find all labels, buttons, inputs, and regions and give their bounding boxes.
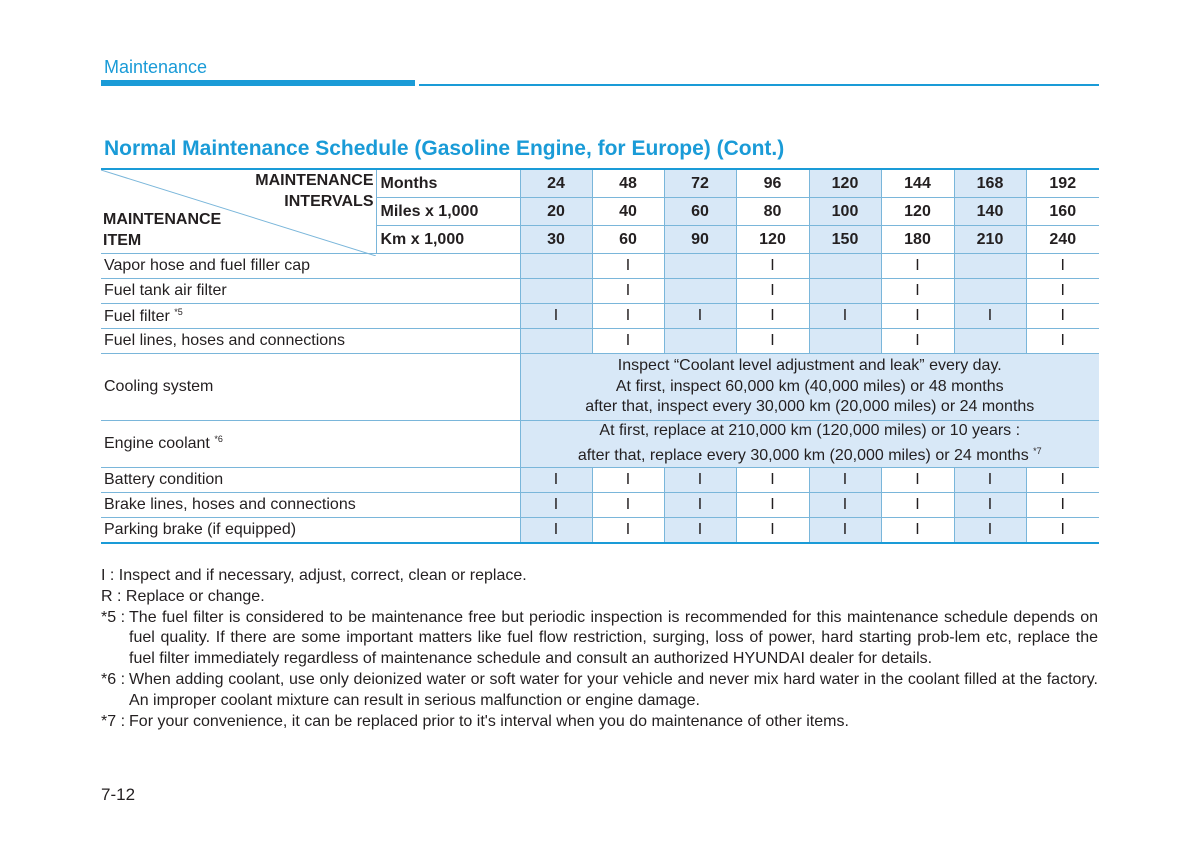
item-label: Engine coolant xyxy=(104,435,210,452)
interval-value: 192 xyxy=(1026,169,1099,198)
inspect-mark: I xyxy=(736,467,809,492)
inspect-mark: I xyxy=(881,304,954,329)
inspect-mark: I xyxy=(809,467,881,492)
item-label: Fuel tank air filter xyxy=(104,282,227,299)
section-header: Maintenance xyxy=(104,57,208,77)
inspect-mark: I xyxy=(954,517,1026,543)
item-cell xyxy=(101,329,520,354)
inspect-mark: I xyxy=(1026,329,1099,354)
inspect-mark: I xyxy=(1026,492,1099,517)
corner-item-label: MAINTENANCE ITEM xyxy=(103,211,222,249)
item-footnote-ref: *6 xyxy=(214,434,223,444)
note-line xyxy=(521,421,1100,442)
inspect-mark: I xyxy=(592,254,664,279)
inspect-mark: I xyxy=(1026,254,1099,279)
interval-unit: Months xyxy=(376,169,520,198)
interval-unit: Miles x 1,000 xyxy=(376,198,520,226)
item-cell xyxy=(101,354,520,421)
inspect-mark: I xyxy=(736,254,809,279)
inspect-mark: I xyxy=(809,517,881,543)
footnote-7-mark: *7 : xyxy=(101,712,126,730)
note-text: after that, inspect every 30,000 km (20,000 miles) or 24 months xyxy=(585,398,1035,415)
inspect-mark: I xyxy=(592,467,664,492)
item-cell xyxy=(101,304,520,329)
interval-value: 100 xyxy=(809,198,881,226)
interval-value: 40 xyxy=(592,198,664,226)
inspect-mark: I xyxy=(592,517,664,543)
note-text: after that, replace every 30,000 km (20,000 miles) or 24 months xyxy=(577,447,1029,464)
table-row xyxy=(101,254,1099,279)
interval-value: 120 xyxy=(736,226,809,254)
table-row xyxy=(101,420,1099,467)
table-row xyxy=(101,467,1099,492)
inspect-mark xyxy=(809,329,881,354)
inspect-mark: I xyxy=(736,517,809,543)
header-rule-thick xyxy=(101,80,415,86)
item-label: Cooling system xyxy=(104,377,214,395)
table-row xyxy=(101,329,1099,354)
item-label: Brake lines, hoses and connections xyxy=(104,495,356,513)
item-footnote-ref: *5 xyxy=(174,306,183,317)
legend-replace: R : Replace or change. xyxy=(101,587,265,605)
inspect-mark xyxy=(664,329,736,354)
inspect-mark: I xyxy=(664,304,736,329)
interval-value: 96 xyxy=(736,169,809,198)
item-label: Vapor hose and fuel filler cap xyxy=(104,257,311,274)
inspect-mark: I xyxy=(592,279,664,304)
footnotes xyxy=(101,566,1098,732)
item-cell xyxy=(101,254,520,279)
inspect-mark: I xyxy=(736,492,809,517)
interval-value: 120 xyxy=(881,198,954,226)
inspect-mark: I xyxy=(1026,279,1099,304)
interval-value: 80 xyxy=(736,198,809,226)
inspect-mark: I xyxy=(520,467,592,492)
corner-intervals-label: MAINTENANCE INTERVALS xyxy=(255,172,374,210)
interval-value: 20 xyxy=(520,198,592,226)
item-label: Battery condition xyxy=(104,470,224,488)
inspect-mark: I xyxy=(881,329,954,354)
inspect-mark: I xyxy=(954,467,1026,492)
inspect-mark: I xyxy=(881,254,954,279)
inspect-mark: I xyxy=(954,492,1026,517)
table-corner-cell xyxy=(101,169,376,254)
interval-value: 150 xyxy=(809,226,881,254)
page-number: 7-12 xyxy=(101,785,136,804)
inspect-mark xyxy=(664,254,736,279)
inspect-mark: I xyxy=(881,517,954,543)
interval-value: 240 xyxy=(1026,226,1099,254)
inspect-mark: I xyxy=(881,279,954,304)
item-cell xyxy=(101,492,520,517)
schedule-note-cell xyxy=(520,420,1099,467)
note-line xyxy=(521,441,1100,467)
inspect-mark: I xyxy=(664,517,736,543)
header-rule-thin xyxy=(419,84,1099,86)
table-row xyxy=(101,279,1099,304)
footnote-5-text: The fuel filter is considered to be maintenance free but periodic inspection is recommended for this maintenance schedule depends on fuel quality. If there are some important matters like fuel flow restriction, surging, loss of power, hard starting prob-lem etc, replace the fuel filter immediately regardless of maintenance schedule and consult an authorized HYUNDAI dealer for details. xyxy=(129,608,1098,668)
inspect-mark: I xyxy=(592,304,664,329)
footnote-6-mark: *6 : xyxy=(101,670,126,688)
footnote-6 xyxy=(101,670,1098,712)
interval-value: 180 xyxy=(881,226,954,254)
inspect-mark xyxy=(954,254,1026,279)
note-text: Inspect “Coolant level adjustment and leak” every day. xyxy=(617,357,1002,374)
item-label: Parking brake (if equipped) xyxy=(104,520,297,538)
note-line xyxy=(521,377,1100,398)
table-row xyxy=(101,354,1099,421)
note-text: At first, replace at 210,000 km (120,000 miles) or 10 years : xyxy=(599,421,1021,439)
maintenance-schedule-table xyxy=(101,168,1099,544)
inspect-mark: I xyxy=(736,279,809,304)
interval-value: 120 xyxy=(809,169,881,198)
inspect-mark: I xyxy=(520,517,592,543)
interval-unit: Km x 1,000 xyxy=(376,226,520,254)
note-line xyxy=(521,356,1100,377)
item-label: Fuel lines, hoses and connections xyxy=(104,332,346,349)
inspect-mark: I xyxy=(954,304,1026,329)
footnote-5-mark: *5 : xyxy=(101,608,126,626)
inspect-mark: I xyxy=(881,492,954,517)
inspect-mark: I xyxy=(520,304,592,329)
note-line xyxy=(521,397,1100,418)
interval-value: 60 xyxy=(664,198,736,226)
interval-value: 60 xyxy=(592,226,664,254)
item-cell xyxy=(101,420,520,467)
inspect-mark: I xyxy=(592,329,664,354)
footnote-7 xyxy=(101,712,1098,733)
item-cell xyxy=(101,279,520,304)
inspect-mark xyxy=(520,254,592,279)
inspect-mark: I xyxy=(592,492,664,517)
inspect-mark: I xyxy=(809,304,881,329)
table-row xyxy=(101,517,1099,543)
inspect-mark xyxy=(520,279,592,304)
interval-value: 160 xyxy=(1026,198,1099,226)
item-cell xyxy=(101,517,520,543)
inspect-mark xyxy=(809,254,881,279)
inspect-mark xyxy=(954,329,1026,354)
inspect-mark: I xyxy=(1026,304,1099,329)
interval-value: 72 xyxy=(664,169,736,198)
inspect-mark xyxy=(954,279,1026,304)
inspect-mark: I xyxy=(664,492,736,517)
table-row xyxy=(101,492,1099,517)
inspect-mark: I xyxy=(520,492,592,517)
footnote-6-text: When adding coolant, use only deionized water or soft water for your vehicle and never mix hard water in the coolant filled at the factory. An improper coolant mixture can result in serious malfunction or engine damage. xyxy=(129,670,1098,709)
table-row xyxy=(101,304,1099,329)
legend-inspect: I : Inspect and if necessary, adjust, correct, clean or replace. xyxy=(101,567,527,584)
interval-value: 210 xyxy=(954,226,1026,254)
item-cell xyxy=(101,467,520,492)
interval-value: 140 xyxy=(954,198,1026,226)
interval-value: 168 xyxy=(954,169,1026,198)
interval-value: 24 xyxy=(520,169,592,198)
footnote-5 xyxy=(101,608,1098,670)
item-label: Fuel filter xyxy=(104,307,170,325)
note-text: At first, inspect 60,000 km (40,000 miles) or 48 months xyxy=(615,377,1004,395)
inspect-mark: I xyxy=(881,467,954,492)
note-footnote-ref: *7 xyxy=(1033,446,1042,456)
inspect-mark xyxy=(520,329,592,354)
inspect-mark: I xyxy=(1026,517,1099,543)
schedule-title: Normal Maintenance Schedule (Gasoline Engine, for Europe) (Cont.) xyxy=(104,137,785,160)
interval-value: 90 xyxy=(664,226,736,254)
inspect-mark xyxy=(809,279,881,304)
interval-value: 48 xyxy=(592,169,664,198)
inspect-mark: I xyxy=(664,467,736,492)
inspect-mark: I xyxy=(1026,467,1099,492)
interval-value: 30 xyxy=(520,226,592,254)
schedule-note-cell xyxy=(520,354,1099,421)
inspect-mark: I xyxy=(736,329,809,354)
interval-row xyxy=(101,169,1099,198)
inspect-mark: I xyxy=(809,492,881,517)
inspect-mark xyxy=(664,279,736,304)
interval-value: 144 xyxy=(881,169,954,198)
footnote-7-text: For your convenience, it can be replaced prior to it's interval when you do maintenance of other items. xyxy=(129,712,849,730)
inspect-mark: I xyxy=(736,304,809,329)
